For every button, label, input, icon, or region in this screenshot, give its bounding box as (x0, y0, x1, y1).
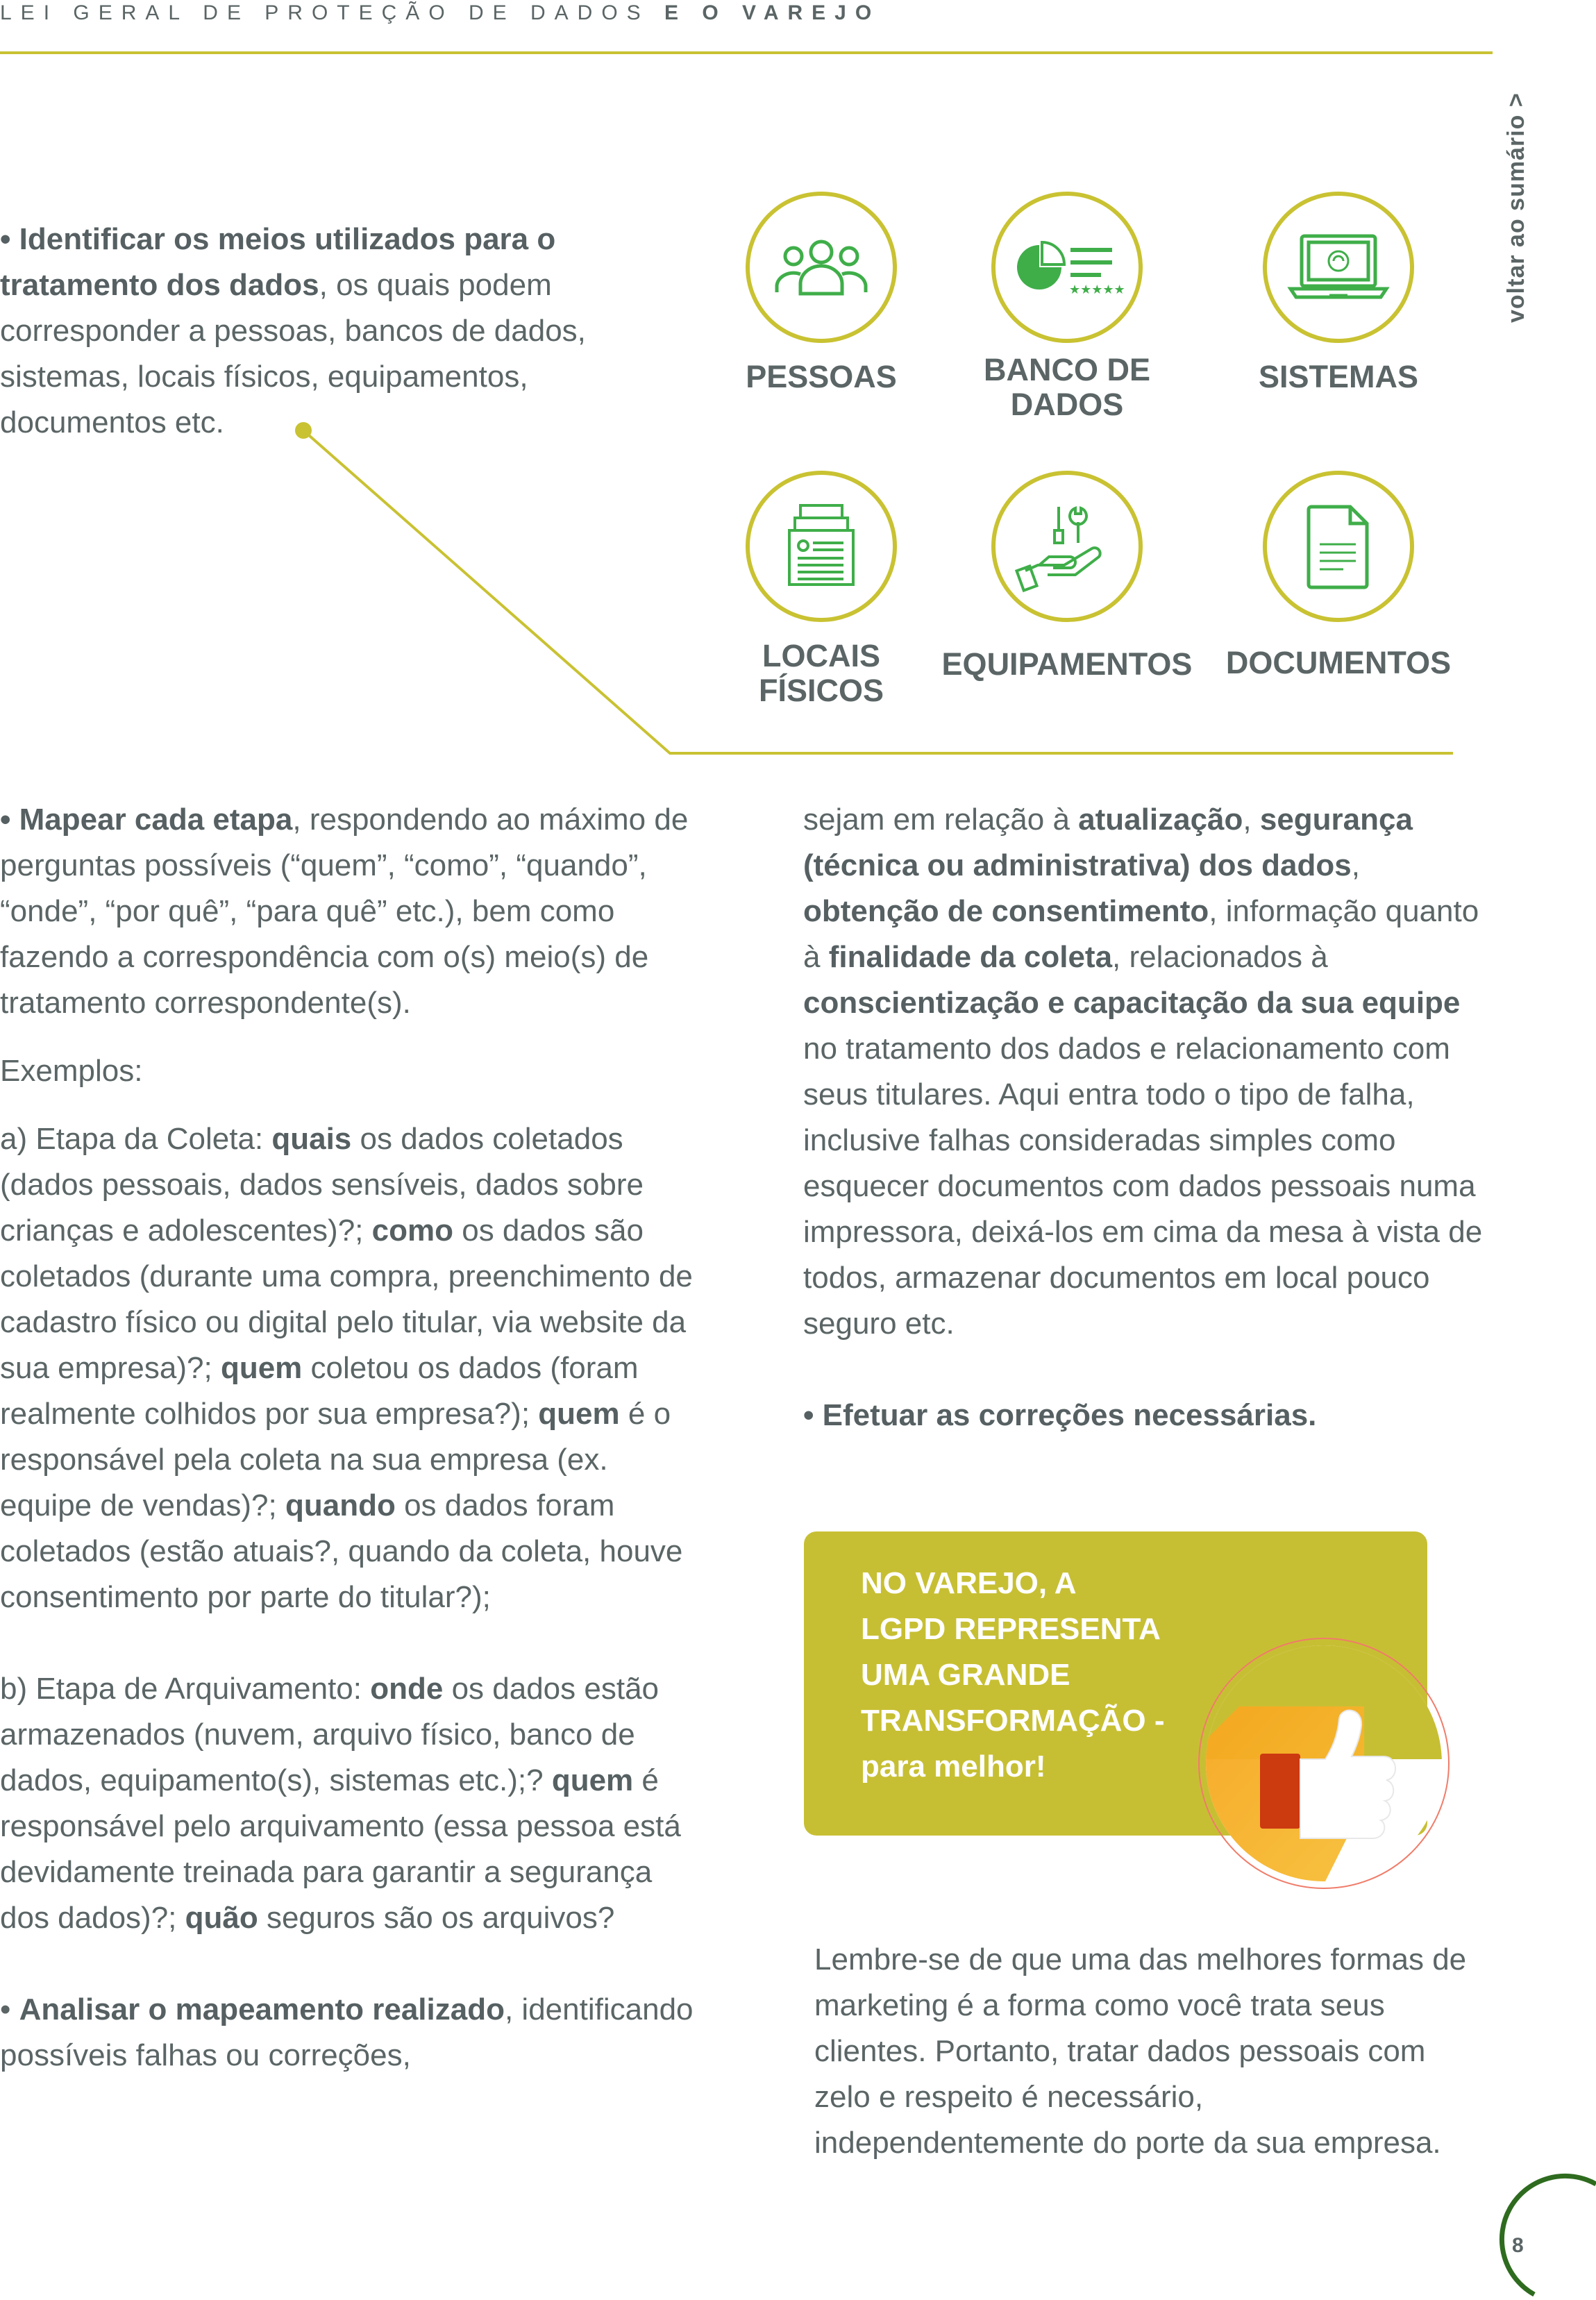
callout-text: NO VAREJO, A LGPD REPRESENTA UMA GRANDE TRANSFORMAÇÃO - para melhor! (861, 1566, 1165, 1783)
tools-hand-icon (1018, 501, 1116, 591)
icon-label-sistemas: SISTEMAS (1258, 359, 1419, 394)
icon-item-documentos (1220, 471, 1456, 680)
icon-label-pessoas: PESSOAS (746, 359, 897, 394)
icon-label-documentos: DOCUMENTOS (1225, 645, 1452, 680)
database-icon (1015, 233, 1125, 302)
icon-label-locais-fisicos: LOCAIS FÍSICOS (758, 638, 884, 708)
paragraph-analisar: • Analisar o mapeamento realizado, identificando possíveis falhas ou correções, (0, 1992, 694, 2072)
svg-text:★★★★★: ★★★★★ (1069, 283, 1125, 297)
paragraph-falhas: sejam em relação à atualização, segurança (técnica ou administrativa) dos dados, obtenção de consentimento, informação quanto à finalidade da coleta, relacionados à conscientização e capacitação da sua equipe no tratamento dos dados e relacionamento com seus titulares. Aqui entra todo o tipo de falha, inclusive falhas consideradas simples como esquecer documentos com dados pessoais numa impressora, deixá-los em cima da mesa à vista de todos, armazenar documentos em local pouco seguro etc. (803, 803, 1483, 1341)
thumbs-up-icon (1198, 1637, 1468, 1908)
icon-item-locais-fisicos (703, 471, 939, 708)
paragraph-etapa-arquivamento: b) Etapa de Arquivamento: onde os dados estão armazenados (nuvem, arquivo físico, banco de dados, equipamento(s), sistemas etc.);? quem é responsável pelo arquivamento (essa pessoa está devidamente treinada para garantir a segurança dos dados)?; quão seguros são os arquivos? (0, 1672, 681, 1935)
icon-label-banco-de-dados: BANCO DE DADOS (983, 352, 1150, 422)
back-to-summary-link[interactable]: voltar ao sumário > (1503, 92, 1529, 323)
laptop-icon (1286, 229, 1391, 305)
closing-paragraph: Lembre-se de que uma das melhores formas de marketing é a forma como você trata seus clientes. Portanto, tratar dados pessoais com zelo e respeito é necessário, independentemente do porte da sua empresa. (814, 1942, 1467, 2160)
paragraph-mapear: • Mapear cada etapa, respondendo ao máximo de perguntas possíveis (“quem”, “como”, “quando”, “onde”, “por quê”, “para quê” etc.), bem como fazendo a correspondência com o(s) meio(s) de tratamento correspondente(s). (0, 803, 689, 1020)
page-number: 8 (1512, 2234, 1524, 2257)
icon-item-equipamentos (941, 471, 1193, 682)
thumbs-up-badge (1198, 1637, 1468, 1908)
building-icon (780, 501, 863, 591)
intro-bold: • Identificar os meios utilizados para o tratamento dos dados (0, 222, 556, 302)
header-title-prefix: LEI GERAL DE PROTEÇÃO DE DADOS (0, 1, 650, 24)
paragraph-correcoes: • Efetuar as correções necessárias. (803, 1398, 1317, 1432)
paragraph-etapa-coleta: a) Etapa da Coleta: quais os dados coletados (dados pessoais, dados sensíveis, dados sobre crianças e adolescentes)?; como os dados são coletados (durante uma compra, preenchimento de cadastro físico ou digital pelo titular, via website da sua empresa)?; quem coletou os dados (foram realmente colhidos por sua empresa?); quem é o responsável pela coleta na sua empresa (ex. equipe de vendas)?; quando os dados foram coletados (estão atuais?, quando da coleta, houve consentimento por parte do titular?); (0, 1122, 693, 1614)
people-icon (773, 233, 870, 302)
intro-text: , os quais podem corresponder a pessoas, bancos de dados, sistemas, locais físicos, equipamentos, documentos etc. (0, 268, 586, 439)
right-column (803, 797, 1497, 1438)
icon-label-equipamentos: EQUIPAMENTOS (941, 646, 1193, 682)
header-title-suffix: E O VAREJO (664, 1, 881, 24)
left-column (0, 797, 701, 2079)
icon-item-banco-de-dados (949, 192, 1185, 422)
page-number-ring (1493, 2180, 1596, 2300)
icon-item-pessoas (703, 192, 939, 394)
document-icon (1300, 501, 1377, 591)
icon-item-sistemas (1220, 192, 1456, 394)
paragraph-exemplos: Exemplos: (0, 1054, 143, 1088)
